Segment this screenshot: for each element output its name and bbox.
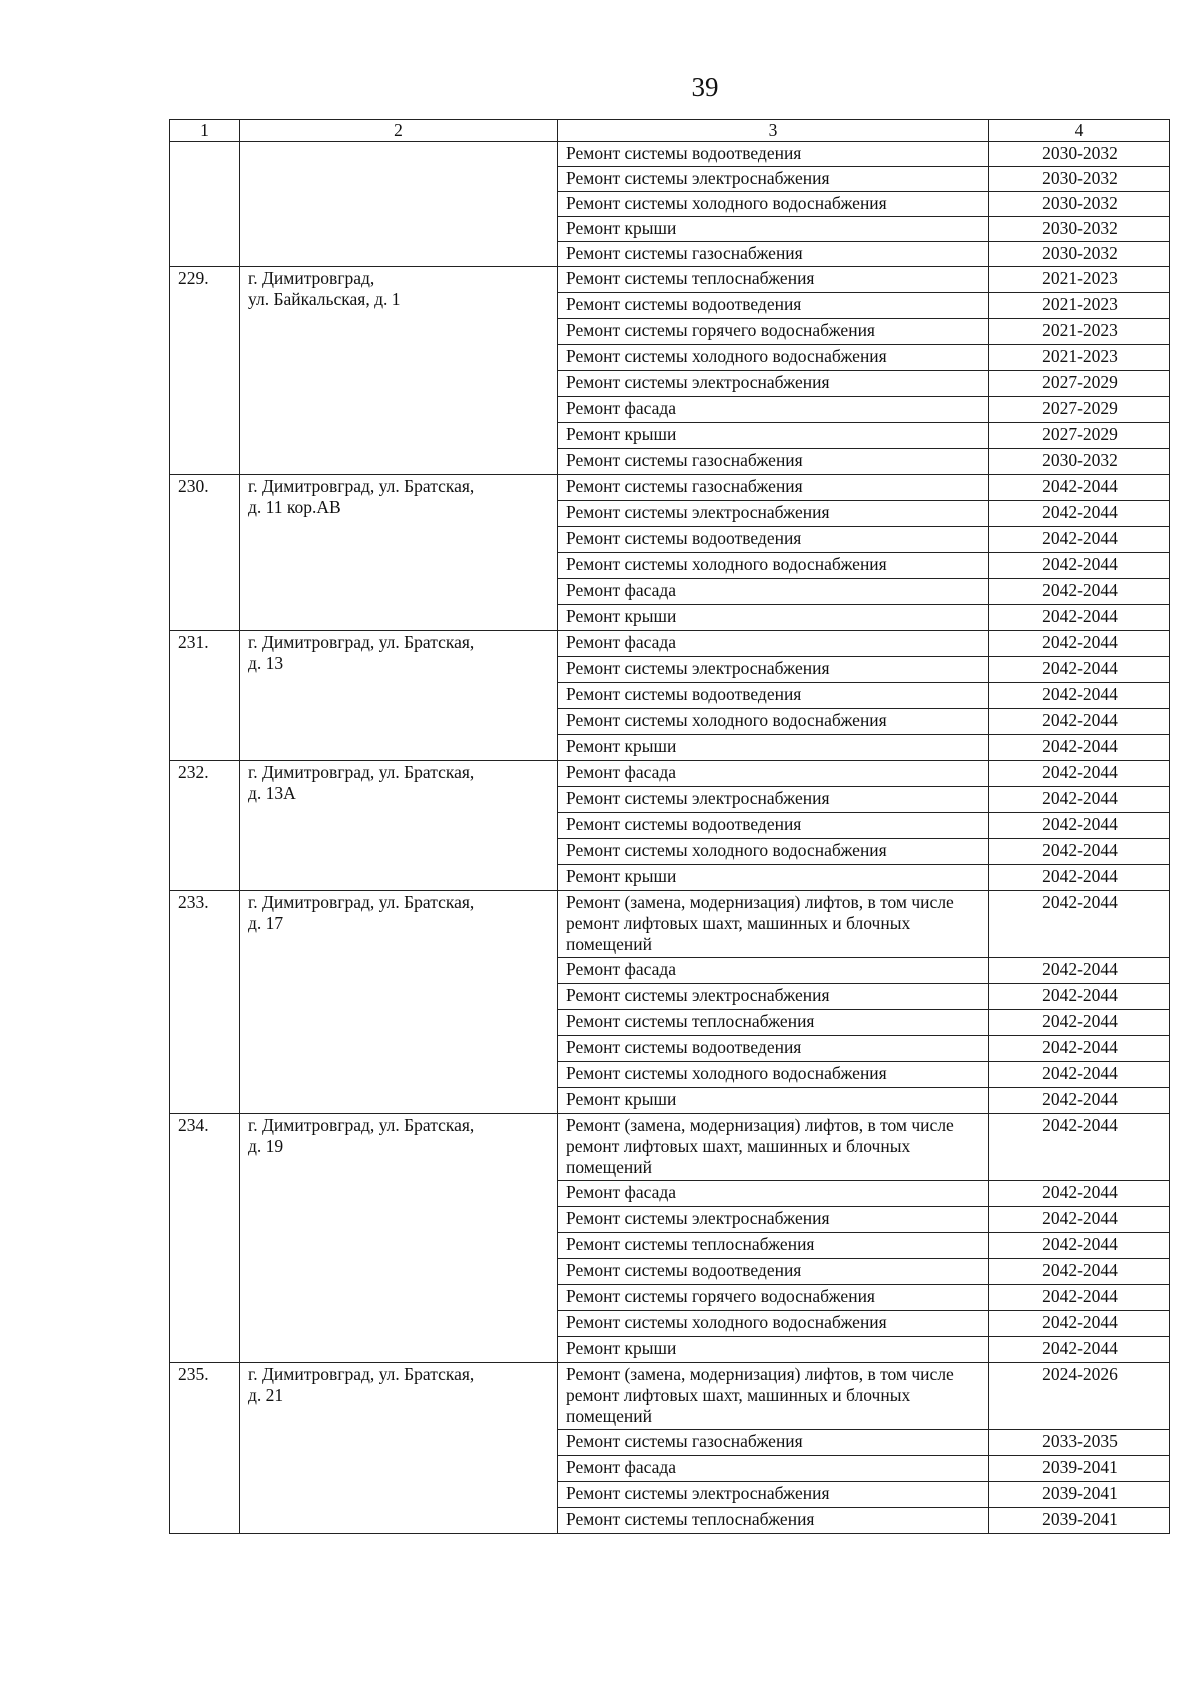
work-years-cell: 2042-2044	[989, 527, 1170, 553]
entry-number-cell	[170, 142, 240, 267]
repair-schedule-table	[169, 119, 1170, 1534]
work-type-cell: Ремонт системы электроснабжения	[558, 167, 989, 192]
entry-number-cell: 234.	[170, 1114, 240, 1363]
header-col-2: 2	[240, 120, 558, 142]
work-type-cell: Ремонт (замена, модернизация) лифтов, в том числе ремонт лифтовых шахт, машинных и блочных помещений	[558, 1114, 989, 1181]
work-years-cell: 2039-2041	[989, 1482, 1170, 1508]
work-years-cell: 2027-2029	[989, 397, 1170, 423]
work-years-cell: 2033-2035	[989, 1430, 1170, 1456]
entry-address-cell: г. Димитровград, ул. Братская, д. 21	[240, 1363, 558, 1534]
table-body	[170, 142, 1170, 1534]
entry-address-cell	[240, 142, 558, 267]
work-years-cell: 2042-2044	[989, 735, 1170, 761]
table-header	[170, 120, 1170, 142]
work-type-cell: Ремонт системы электроснабжения	[558, 657, 989, 683]
work-years-cell: 2042-2044	[989, 657, 1170, 683]
page-number: 39	[691, 72, 719, 102]
work-years-cell: 2027-2029	[989, 423, 1170, 449]
work-type-cell: Ремонт системы теплоснабжения	[558, 1010, 989, 1036]
work-type-cell: Ремонт крыши	[558, 1088, 989, 1114]
work-years-cell: 2042-2044	[989, 1259, 1170, 1285]
table-row	[170, 761, 1170, 787]
work-type-cell: Ремонт системы теплоснабжения	[558, 267, 989, 293]
entry-number-cell: 235.	[170, 1363, 240, 1534]
work-type-cell: Ремонт системы газоснабжения	[558, 1430, 989, 1456]
work-years-cell: 2042-2044	[989, 683, 1170, 709]
work-years-cell: 2030-2032	[989, 217, 1170, 242]
work-type-cell: Ремонт системы водоотведения	[558, 683, 989, 709]
work-years-cell: 2030-2032	[989, 192, 1170, 217]
work-years-cell: 2042-2044	[989, 501, 1170, 527]
work-type-cell: Ремонт системы горячего водоснабжения	[558, 1285, 989, 1311]
work-years-cell: 2039-2041	[989, 1508, 1170, 1534]
work-years-cell: 2021-2023	[989, 319, 1170, 345]
work-years-cell: 2030-2032	[989, 167, 1170, 192]
work-years-cell: 2042-2044	[989, 813, 1170, 839]
header-col-3: 3	[558, 120, 989, 142]
work-years-cell: 2030-2032	[989, 449, 1170, 475]
work-type-cell: Ремонт крыши	[558, 423, 989, 449]
work-type-cell: Ремонт системы водоотведения	[558, 1036, 989, 1062]
work-years-cell: 2021-2023	[989, 293, 1170, 319]
work-type-cell: Ремонт системы электроснабжения	[558, 501, 989, 527]
work-years-cell: 2030-2032	[989, 242, 1170, 267]
work-type-cell: Ремонт системы водоотведения	[558, 813, 989, 839]
work-type-cell: Ремонт (замена, модернизация) лифтов, в том числе ремонт лифтовых шахт, машинных и блочных помещений	[558, 891, 989, 958]
table-row	[170, 891, 1170, 958]
work-years-cell: 2024-2026	[989, 1363, 1170, 1430]
table-row	[170, 1114, 1170, 1181]
work-type-cell: Ремонт фасада	[558, 1456, 989, 1482]
work-type-cell: Ремонт фасада	[558, 761, 989, 787]
work-type-cell: Ремонт системы водоотведения	[558, 1259, 989, 1285]
work-type-cell: Ремонт крыши	[558, 735, 989, 761]
work-type-cell: Ремонт системы холодного водоснабжения	[558, 839, 989, 865]
work-type-cell: Ремонт системы водоотведения	[558, 527, 989, 553]
work-type-cell: Ремонт крыши	[558, 865, 989, 891]
entry-address-cell: г. Димитровград, ул. Братская, д. 17	[240, 891, 558, 1114]
work-type-cell: Ремонт системы холодного водоснабжения	[558, 345, 989, 371]
work-years-cell: 2042-2044	[989, 1311, 1170, 1337]
work-type-cell: Ремонт системы холодного водоснабжения	[558, 709, 989, 735]
work-years-cell: 2030-2032	[989, 142, 1170, 167]
work-years-cell: 2042-2044	[989, 958, 1170, 984]
work-years-cell: 2027-2029	[989, 371, 1170, 397]
entry-number-cell: 230.	[170, 475, 240, 631]
work-years-cell: 2042-2044	[989, 1010, 1170, 1036]
work-type-cell: Ремонт фасада	[558, 958, 989, 984]
work-years-cell: 2042-2044	[989, 1285, 1170, 1311]
work-type-cell: Ремонт системы горячего водоснабжения	[558, 319, 989, 345]
work-type-cell: Ремонт крыши	[558, 217, 989, 242]
entry-address-cell: г. Димитровград, ул. Братская, д. 13	[240, 631, 558, 761]
entry-address-cell: г. Димитровград, ул. Братская, д. 11 кор.АВ	[240, 475, 558, 631]
entry-address-cell: г. Димитровград, ул. Байкальская, д. 1	[240, 267, 558, 475]
work-type-cell: Ремонт (замена, модернизация) лифтов, в том числе ремонт лифтовых шахт, машинных и блочных помещений	[558, 1363, 989, 1430]
work-type-cell: Ремонт фасада	[558, 1181, 989, 1207]
work-years-cell: 2039-2041	[989, 1456, 1170, 1482]
work-years-cell: 2042-2044	[989, 1036, 1170, 1062]
work-years-cell: 2042-2044	[989, 1114, 1170, 1181]
work-type-cell: Ремонт системы водоотведения	[558, 293, 989, 319]
work-type-cell: Ремонт системы электроснабжения	[558, 1207, 989, 1233]
work-type-cell: Ремонт системы электроснабжения	[558, 371, 989, 397]
work-type-cell: Ремонт системы холодного водоснабжения	[558, 192, 989, 217]
work-years-cell: 2042-2044	[989, 605, 1170, 631]
work-years-cell: 2042-2044	[989, 787, 1170, 813]
entry-number-cell: 233.	[170, 891, 240, 1114]
work-type-cell: Ремонт системы газоснабжения	[558, 449, 989, 475]
work-type-cell: Ремонт крыши	[558, 605, 989, 631]
work-years-cell: 2042-2044	[989, 984, 1170, 1010]
work-years-cell: 2042-2044	[989, 839, 1170, 865]
work-type-cell: Ремонт системы теплоснабжения	[558, 1233, 989, 1259]
work-years-cell: 2042-2044	[989, 1088, 1170, 1114]
header-col-4: 4	[989, 120, 1170, 142]
work-type-cell: Ремонт фасада	[558, 579, 989, 605]
table-row	[170, 631, 1170, 657]
work-type-cell: Ремонт системы газоснабжения	[558, 475, 989, 501]
work-years-cell: 2042-2044	[989, 475, 1170, 501]
work-type-cell: Ремонт системы электроснабжения	[558, 1482, 989, 1508]
work-type-cell: Ремонт системы водоотведения	[558, 142, 989, 167]
work-type-cell: Ремонт системы электроснабжения	[558, 787, 989, 813]
work-type-cell: Ремонт системы электроснабжения	[558, 984, 989, 1010]
work-type-cell: Ремонт системы холодного водоснабжения	[558, 1062, 989, 1088]
table-row	[170, 142, 1170, 167]
work-type-cell: Ремонт системы газоснабжения	[558, 242, 989, 267]
work-years-cell: 2021-2023	[989, 267, 1170, 293]
work-years-cell: 2042-2044	[989, 891, 1170, 958]
work-years-cell: 2042-2044	[989, 761, 1170, 787]
work-years-cell: 2042-2044	[989, 1233, 1170, 1259]
work-years-cell: 2042-2044	[989, 1337, 1170, 1363]
entry-address-cell: г. Димитровград, ул. Братская, д. 13А	[240, 761, 558, 891]
table-row	[170, 475, 1170, 501]
entry-number-cell: 231.	[170, 631, 240, 761]
work-years-cell: 2042-2044	[989, 1062, 1170, 1088]
work-type-cell: Ремонт фасада	[558, 397, 989, 423]
work-years-cell: 2042-2044	[989, 1207, 1170, 1233]
work-type-cell: Ремонт крыши	[558, 1337, 989, 1363]
table-row	[170, 1363, 1170, 1430]
work-type-cell: Ремонт системы теплоснабжения	[558, 1508, 989, 1534]
entry-number-cell: 229.	[170, 267, 240, 475]
entry-address-cell: г. Димитровград, ул. Братская, д. 19	[240, 1114, 558, 1363]
work-years-cell: 2042-2044	[989, 553, 1170, 579]
entry-number-cell: 232.	[170, 761, 240, 891]
work-years-cell: 2021-2023	[989, 345, 1170, 371]
work-type-cell: Ремонт фасада	[558, 631, 989, 657]
table-row	[170, 267, 1170, 293]
work-years-cell: 2042-2044	[989, 631, 1170, 657]
work-years-cell: 2042-2044	[989, 709, 1170, 735]
work-years-cell: 2042-2044	[989, 1181, 1170, 1207]
header-col-1: 1	[170, 120, 240, 142]
work-years-cell: 2042-2044	[989, 579, 1170, 605]
work-type-cell: Ремонт системы холодного водоснабжения	[558, 553, 989, 579]
work-type-cell: Ремонт системы холодного водоснабжения	[558, 1311, 989, 1337]
work-years-cell: 2042-2044	[989, 865, 1170, 891]
